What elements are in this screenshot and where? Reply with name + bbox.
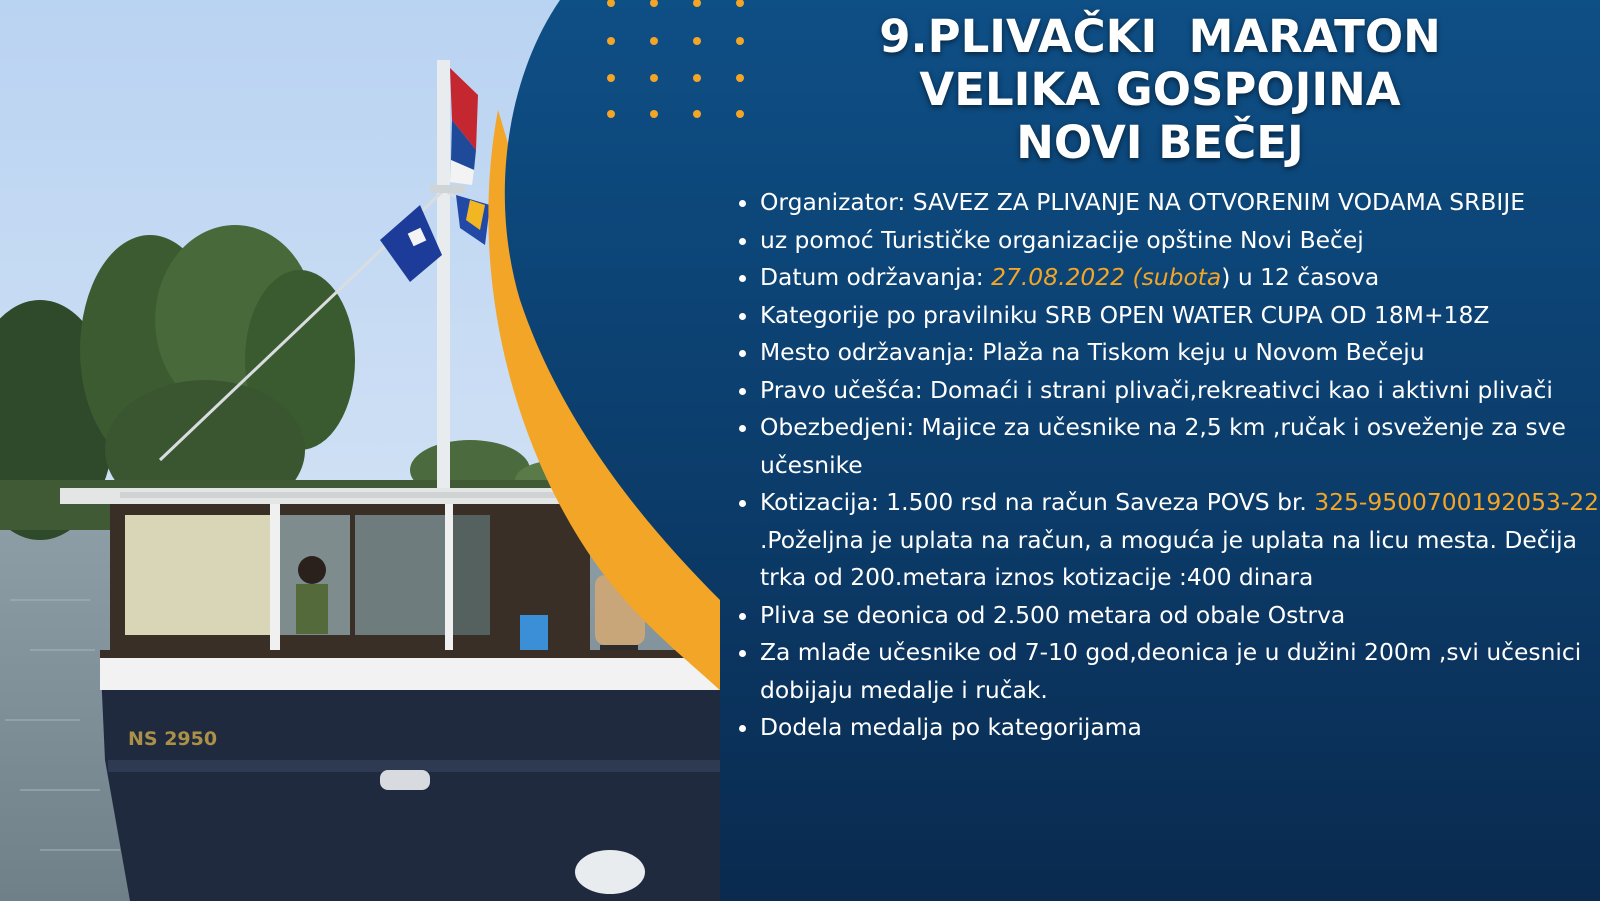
account-number: 325-9500700192053-22	[1314, 488, 1600, 516]
list-item-provided	[760, 409, 1600, 484]
eligibility-text: Pravo učešća: Domaći i strani plivači,rekreativci kao i aktivni plivači	[760, 375, 1553, 404]
list-item-date	[760, 259, 1600, 297]
list-item-support	[760, 222, 1600, 260]
list-item-eligibility	[760, 372, 1600, 410]
fee-details: .Poželjna je uplata na račun, a moguća je uplata na licu mesta. Dečija trka od 200.metara iznos kotizacije :400 dinara	[760, 525, 1577, 591]
list-item-organizer	[760, 184, 1600, 222]
title-line-3: NOVI BEČEJ	[1016, 116, 1304, 169]
categories-text: Kategorije po pravilniku SRB OPEN WATER CUPA OD 18M+18Z	[760, 300, 1490, 329]
list-item-medals	[760, 709, 1600, 747]
list-item-categories	[760, 297, 1600, 335]
date-value: 27.08.2022 (subota	[991, 263, 1222, 291]
provided-text: Obezbedjeni: Majice za učesnike na 2,5 km ,ručak i osveženje za sve učesnike	[760, 413, 1566, 479]
medals-text: Dodela medalja po kategorijama	[760, 713, 1142, 741]
list-item-youth	[760, 634, 1600, 709]
date-suffix: ) u 12 časova	[1221, 263, 1380, 291]
date-label: Datum održavanja:	[760, 263, 992, 291]
fee-label: Kotizacija: 1.500 rsd na račun Saveza POVS br.	[760, 488, 1315, 516]
title-line-1: 9.PLIVAČKI MARATON	[879, 10, 1441, 63]
poster-title	[720, 10, 1600, 169]
distance-text: Pliva se deonica od 2.500 metara od obale Ostrva	[760, 600, 1346, 629]
hull-marking: NS 2950	[128, 728, 218, 750]
list-item-distance	[760, 597, 1600, 635]
event-details-list	[742, 184, 1600, 747]
support-text: uz pomoć Turističke organizacije opštine Novi Bečej	[760, 225, 1364, 254]
title-line-2: VELIKA GOSPOJINA	[919, 63, 1401, 116]
list-item-location	[760, 334, 1600, 372]
organizer-text: Organizator: SAVEZ ZA PLIVANJE NA OTVORENIM VODAMA SRBIJE	[760, 188, 1525, 216]
youth-text: Za mlađe učesnike od 7-10 god,deonica je u dužini 200m ,svi učesnici dobijaju medalje i ručak.	[760, 638, 1582, 704]
location-text: Mesto održavanja: Plaža na Tiskom keju u Novom Bečeju	[760, 338, 1425, 366]
list-item-fee	[760, 484, 1600, 597]
